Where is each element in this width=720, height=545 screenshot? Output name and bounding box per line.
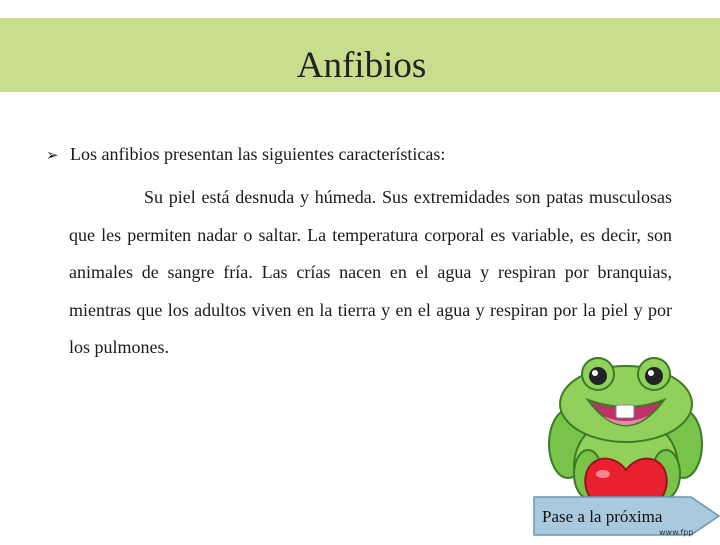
bullet-item xyxy=(46,142,686,167)
body-paragraph: Su piel está desnuda y húmeda. Sus extremidades son patas musculosas que les permiten nadar o saltar. La temperatura corporal es variable, es decir, son animales de sangre fría. Las crías nacen en el agua y respiran por branquias, mientras que los adultos viven en la tierra y en el agua y respiran por la piel y por los pulmones. xyxy=(69,187,672,357)
slide-title: Anfibios xyxy=(296,45,427,86)
watermark: www.fpp xyxy=(659,528,694,537)
arrow-bullet-icon: ➢ xyxy=(46,146,59,164)
next-slide-label: Pase a la próxima xyxy=(542,507,663,526)
bullet-text: Los anfibios presentan las siguientes características: xyxy=(70,144,446,164)
